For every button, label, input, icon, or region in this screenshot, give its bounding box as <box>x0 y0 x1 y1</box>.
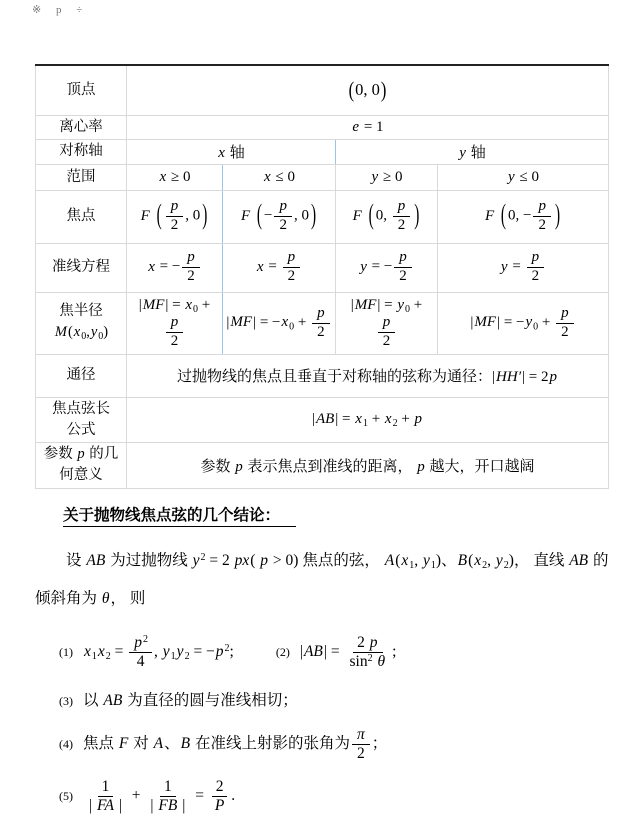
focus-cell-3: F ( 0, $\frac{p}{2}$ ) <box>336 190 438 243</box>
axis-y-value: y 轴 <box>336 139 609 164</box>
row-focal-chord <box>36 397 609 442</box>
directrix-cell-1: x = − $\frac{p}{2}$ <box>127 243 223 292</box>
item-4-text: 焦点 F 对 A、B 在准线上射影的张角为 $\frac{\pi}{2}$ ； <box>83 725 388 762</box>
parabola-properties-table <box>35 64 609 489</box>
focus-cell-2: F ( − $\frac{p}{2}$ , 0 ) <box>223 190 336 243</box>
directrix-label: 准线方程 <box>36 243 127 292</box>
range-cell-4: y ≤ 0 <box>438 164 609 190</box>
item-1 <box>59 635 234 671</box>
conclusions-heading-text: 关于抛物线焦点弦的几个结论： <box>63 507 296 527</box>
directrix-cell-3: y = − $\frac{p}{2}$ <box>336 243 438 292</box>
row-eccentricity <box>36 115 609 139</box>
item-3 <box>59 688 613 710</box>
row-directrix <box>36 243 609 292</box>
eccentricity-label: 离心率 <box>36 115 127 139</box>
item-1-number: (1) <box>59 645 73 660</box>
focal-chord-label-line1: 焦点弦长 <box>52 400 110 417</box>
axis-label: 对称轴 <box>36 139 127 164</box>
vertex-label: 顶点 <box>36 65 127 115</box>
item-2-number: (2) <box>275 645 290 660</box>
focal-chord-label-line2: 公式 <box>66 421 96 438</box>
latus-rectum-label: 通径 <box>36 354 127 397</box>
range-cell-2: x ≤ 0 <box>223 164 336 190</box>
eccentricity-value: e = 1 <box>127 115 609 139</box>
range-label: 范围 <box>36 164 127 190</box>
range-cell-1: x ≥ 0 <box>127 164 223 190</box>
row-axis <box>36 139 609 164</box>
conclusions-intro: 设 AB 为过抛物线 $y^2 = 2$ px( p > 0) 焦点的弦， $A(x_1$, $y_1$)、$B(x_2$, $y_2$)， 直线 AB 的倾斜角为 θ， 则 <box>35 552 609 607</box>
focal-chord-value: $|AB| = x_1 + x_2 + p$ <box>127 397 609 442</box>
item-5-number: (5) <box>59 789 73 804</box>
param-meaning-label <box>36 442 127 488</box>
latus-rectum-value: 过抛物线的焦点且垂直于对称轴的弦称为通径：|HH′| = 2p <box>127 354 609 397</box>
item-2-text: |AB| = $\frac{2 p}{\sin^2 \theta}$ ; <box>299 634 397 671</box>
focal-radius-label <box>36 292 127 354</box>
conclusions-items <box>35 635 613 815</box>
focus-cell-4: F ( 0, − $\frac{p}{2}$ ) <box>438 190 609 243</box>
focal-radius-label-line2: $M(x_0,y_0)$ <box>54 324 109 343</box>
row-param-meaning <box>36 442 609 488</box>
directrix-cell-4: y = $\frac{p}{2}$ <box>438 243 609 292</box>
conclusions-section <box>35 495 613 815</box>
directrix-cell-2: x = $\frac{p}{2}$ <box>223 243 336 292</box>
item-3-text: 以 AB 为直径的圆与准线相切； <box>83 691 298 709</box>
item-5 <box>59 779 613 815</box>
row-range <box>36 164 609 190</box>
param-meaning-value: 参数 p 表示焦点到准线的距离， p 越大，开口越阔 <box>127 442 609 488</box>
focal-radius-label-line1: 焦半径 <box>59 303 103 320</box>
focal-radius-cell-1: $|MF| = x_0$ + $\frac{p}{2}$ <box>127 292 223 354</box>
conclusions-heading <box>63 503 613 525</box>
item-5-text: $\frac{1}{| FA |}$ + $\frac{1}{| FB |}$ = $\frac{2}{P}$ . <box>89 778 236 815</box>
row-vertex <box>36 65 609 115</box>
item-2 <box>276 635 397 671</box>
param-meaning-label-line1: 参数 p 的几 <box>43 446 119 463</box>
focal-chord-label <box>36 397 127 442</box>
focus-label: 焦点 <box>36 190 127 243</box>
focal-radius-cell-4: $|MF| = -y_0$ + $\frac{p}{2}$ <box>438 292 609 354</box>
items-row-1-2 <box>59 635 613 671</box>
axis-x-value: x 轴 <box>127 139 336 164</box>
range-cell-3: y ≥ 0 <box>336 164 438 190</box>
focus-cell-1: F ( $\frac{p}{2}$ , 0 ) <box>127 190 223 243</box>
row-latus-rectum <box>36 354 609 397</box>
vertex-value: (0, 0) <box>127 65 609 115</box>
row-focal-radius <box>36 292 609 354</box>
corner-marks: ※ p ÷ <box>32 4 89 16</box>
focal-radius-cell-3: $|MF| = y_0$ + $\frac{p}{2}$ <box>336 292 438 354</box>
focal-radius-cell-2: $|MF| = -x_0$ + $\frac{p}{2}$ <box>223 292 336 354</box>
item-3-number: (3) <box>59 693 73 708</box>
item-4 <box>59 727 613 763</box>
item-1-text: $x_1x_2$ = $\frac{p^2}{4}$ , $y_1y_2 = -p^2$; <box>84 634 234 671</box>
item-4-number: (4) <box>59 736 73 751</box>
param-meaning-label-line2: 何意义 <box>59 467 103 484</box>
row-focus <box>36 190 609 243</box>
